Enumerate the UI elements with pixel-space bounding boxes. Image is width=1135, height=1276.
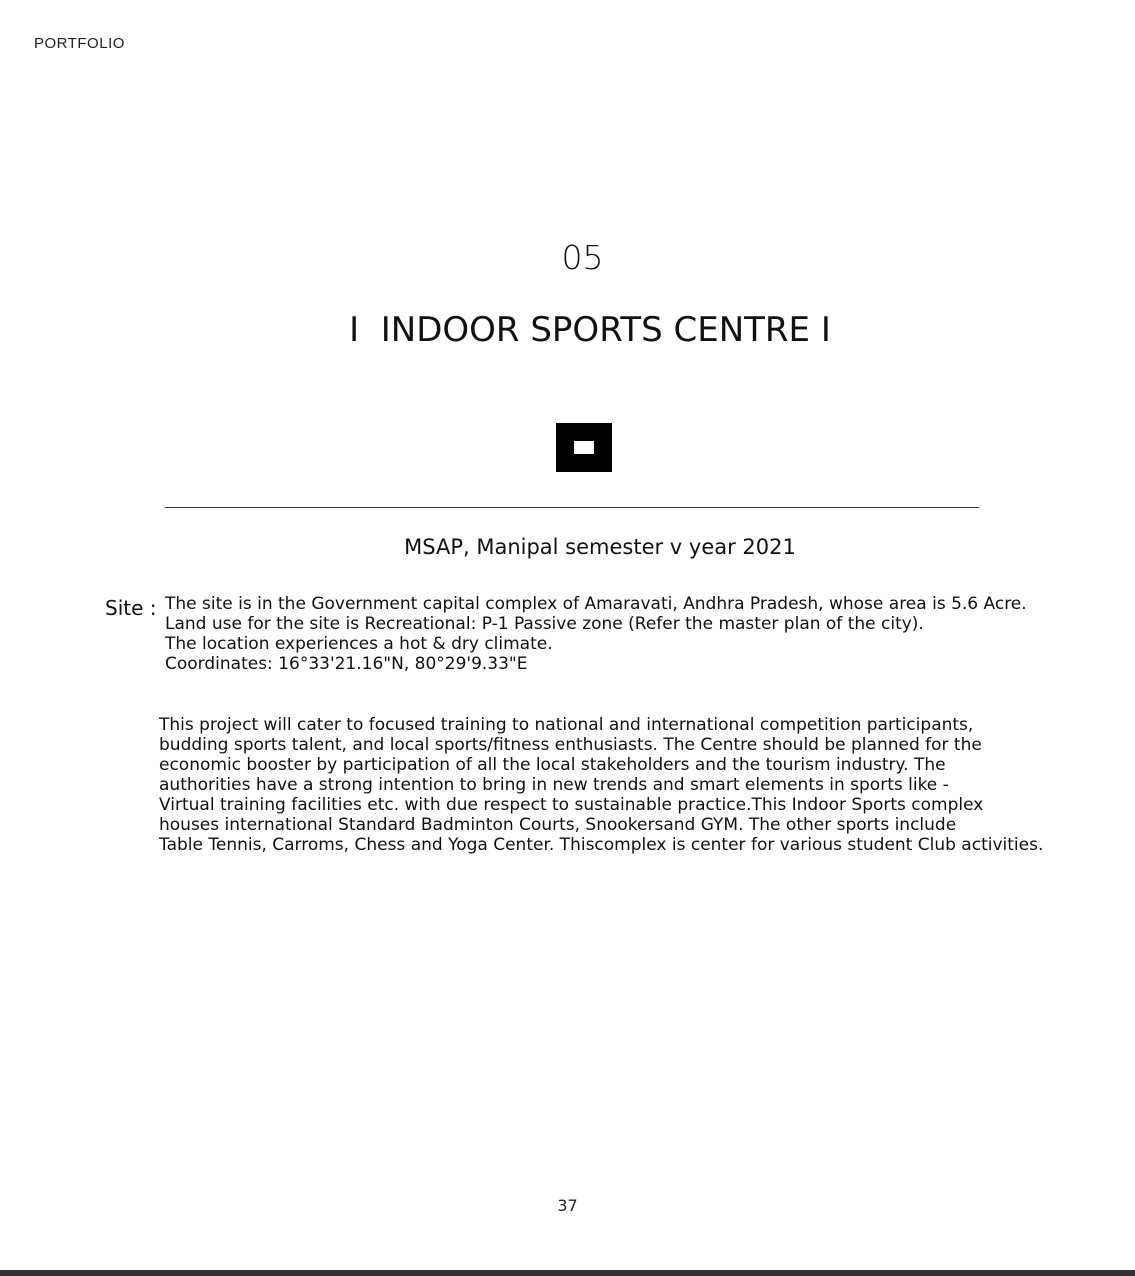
project-title: I INDOOR SPORTS CENTRE I (349, 310, 831, 350)
project-number: 05 (561, 238, 604, 277)
description-line: budding sports talent, and local sports/fitness enthusiasts. The Centre should be planned for the (159, 735, 982, 755)
project-description (159, 715, 1043, 855)
site-line: The location experiences a hot & dry climate. (165, 634, 553, 654)
site-line: Coordinates: 16°33'21.16"N, 80°29'9.33"E (165, 654, 528, 674)
description-line: houses international Standard Badminton Courts, Snookersand GYM. The other sports include (159, 815, 957, 835)
site-line: The site is in the Government capital complex of Amaravati, Andhra Pradesh, whose area is 5.6 Acre. (165, 594, 1027, 614)
site-line: Land use for the site is Recreational: P-1 Passive zone (Refer the master plan of the city). (165, 614, 924, 634)
description-line: Table Tennis, Carroms, Chess and Yoga Center. Thiscomplex is center for various student Club activities. (159, 835, 1044, 855)
portfolio-header-label: PORTFOLIO (34, 35, 125, 52)
description-line: This project will cater to focused training to national and international competition participants, (159, 715, 974, 735)
description-line: economic booster by participation of all the local stakeholders and the tourism industry. The (159, 755, 946, 775)
site-label: Site : (105, 596, 157, 620)
site-details (165, 594, 1027, 674)
page-number: 37 (557, 1196, 578, 1215)
project-subtitle: MSAP, Manipal semester v year 2021 (404, 535, 796, 559)
bottom-border (0, 1270, 1135, 1276)
description-line: Virtual training facilities etc. with due respect to sustainable practice.This Indoor Sports complex (159, 795, 984, 815)
section-divider (165, 507, 979, 508)
building-block-icon (556, 423, 612, 472)
description-line: authorities have a strong intention to bring in new trends and smart elements in sports like - (159, 775, 949, 795)
